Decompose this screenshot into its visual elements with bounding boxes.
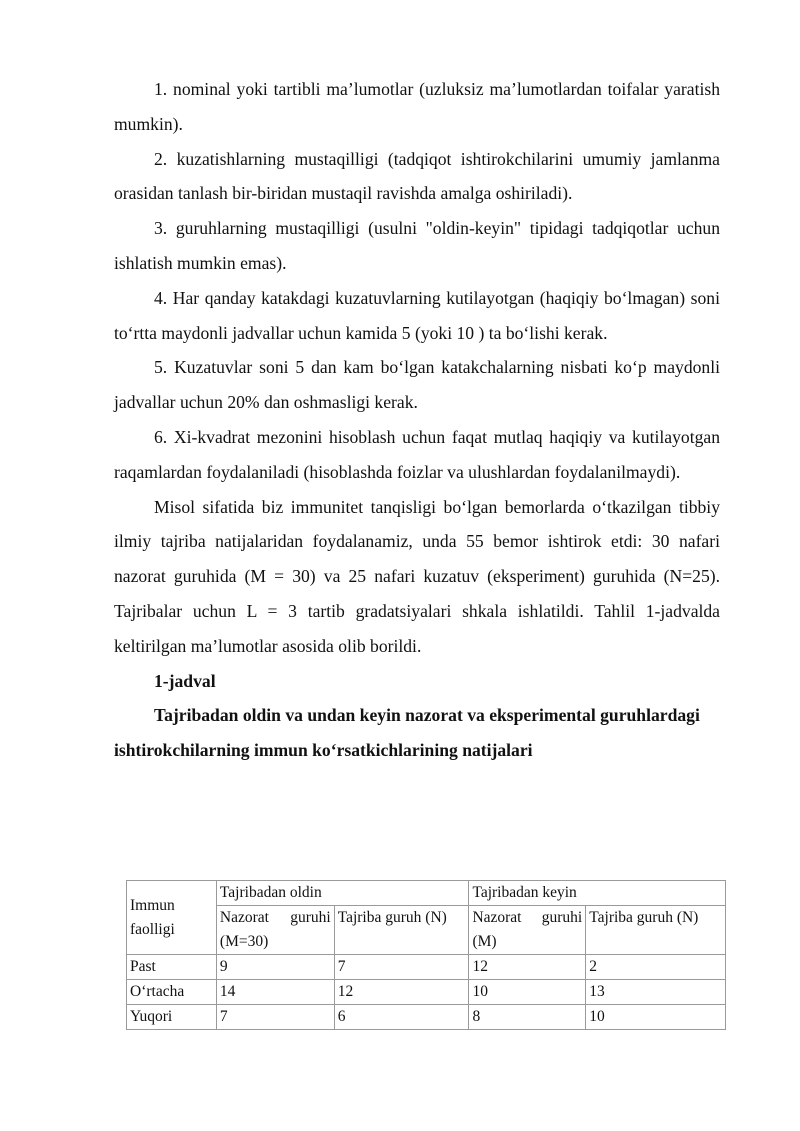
paragraph-condition-4: 4. Har qanday katakdagi kuzatuvlarning kutilayotgan (haqiqiy bo‘lmagan) soni to‘rtta maydonli jadvallar uchun kamida 5 (yoki 10 ) ta bo‘lishi kerak.	[114, 287, 720, 343]
cell-value: 2	[586, 955, 726, 980]
cell-value: 6	[334, 1005, 469, 1030]
table-row-past	[127, 955, 726, 980]
cell-value: 13	[586, 980, 726, 1005]
table-caption: Tajribadan oldin va undan keyin nazorat va eksperimental guruhlardagi ishtirokchilarning immun ko‘rsatkichlarining natijalari	[114, 705, 700, 761]
paragraph-condition-1: 1. nominal yoki tartibli ma’lumotlar (uzluksiz ma’lumotlardan toifalar yaratish mumkin).	[114, 79, 720, 134]
cell-value: 9	[216, 955, 334, 980]
results-table	[126, 880, 726, 1030]
cell-value: 8	[469, 1005, 586, 1030]
paragraph-example: Misol sifatida biz immunitet tanqisligi bo‘lgan bemorlarda o‘tkazilgan tibbiy ilmiy tajriba natijalaridan foydalanamiz, unda 55 bemor ishtirok etdi: 30 nafari nazorat guruhida (M = 30) va 25 nafari kuzatuv (eksperiment) guruhida (N=25). Tajribalar uchun L = 3 tartib gradatsiyalari shkala ishlatildi. Tahlil 1-jadvalda keltirilgan ma’lumotlar asosida olib borildi.	[114, 496, 720, 656]
cell-value: 14	[216, 980, 334, 1005]
header-before: Tajribadan oldin	[216, 881, 469, 906]
cell-value: 12	[469, 955, 586, 980]
row-label: O‘rtacha	[127, 980, 217, 1005]
header-control-before: Nazorat guruhi (M=30)	[216, 906, 334, 955]
body-text	[114, 72, 720, 768]
cell-value: 10	[469, 980, 586, 1005]
header-immun-faolligi: Immun faolligi	[127, 881, 217, 955]
header-after: Tajribadan keyin	[469, 881, 726, 906]
header-exp-before: Tajriba guruh (N)	[334, 906, 469, 955]
table-subheader-row	[127, 906, 726, 955]
cell-value: 12	[334, 980, 469, 1005]
paragraph-condition-3: 3. guruhlarning mustaqilligi (usulni "oldin-keyin" tipidagi tadqiqotlar uchun ishlatish mumkin emas).	[114, 218, 720, 273]
table-row-ortacha	[127, 980, 726, 1005]
cell-value: 7	[334, 955, 469, 980]
paragraph-condition-6: 6. Xi-kvadrat mezonini hisoblash uchun faqat mutlaq haqiqiy va kutilayotgan raqamlardan foydalaniladi (hisoblashda foizlar va ulushlardan foydalanilmaydi).	[114, 426, 720, 482]
table-label: 1-jadval	[154, 670, 216, 691]
cell-value: 10	[586, 1005, 726, 1030]
table-row-yuqori	[127, 1005, 726, 1030]
cell-value: 7	[216, 1005, 334, 1030]
table-group-header-row	[127, 881, 726, 906]
header-control-after: Nazorat guruhi (M)	[469, 906, 586, 955]
row-label: Past	[127, 955, 217, 980]
header-exp-after: Tajriba guruh (N)	[586, 906, 726, 955]
row-label: Yuqori	[127, 1005, 217, 1030]
paragraph-condition-5: 5. Kuzatuvlar soni 5 dan kam bo‘lgan katakchalarning nisbati ko‘p maydonli jadvallar uchun 20% dan oshmasligi kerak.	[114, 357, 720, 413]
paragraph-condition-2: 2. kuzatishlarning mustaqilligi (tadqiqot ishtirokchilarini umumiy jamlanma orasidan tanlash bir-biridan mustaqil ravishda amalga oshiriladi).	[114, 148, 720, 204]
